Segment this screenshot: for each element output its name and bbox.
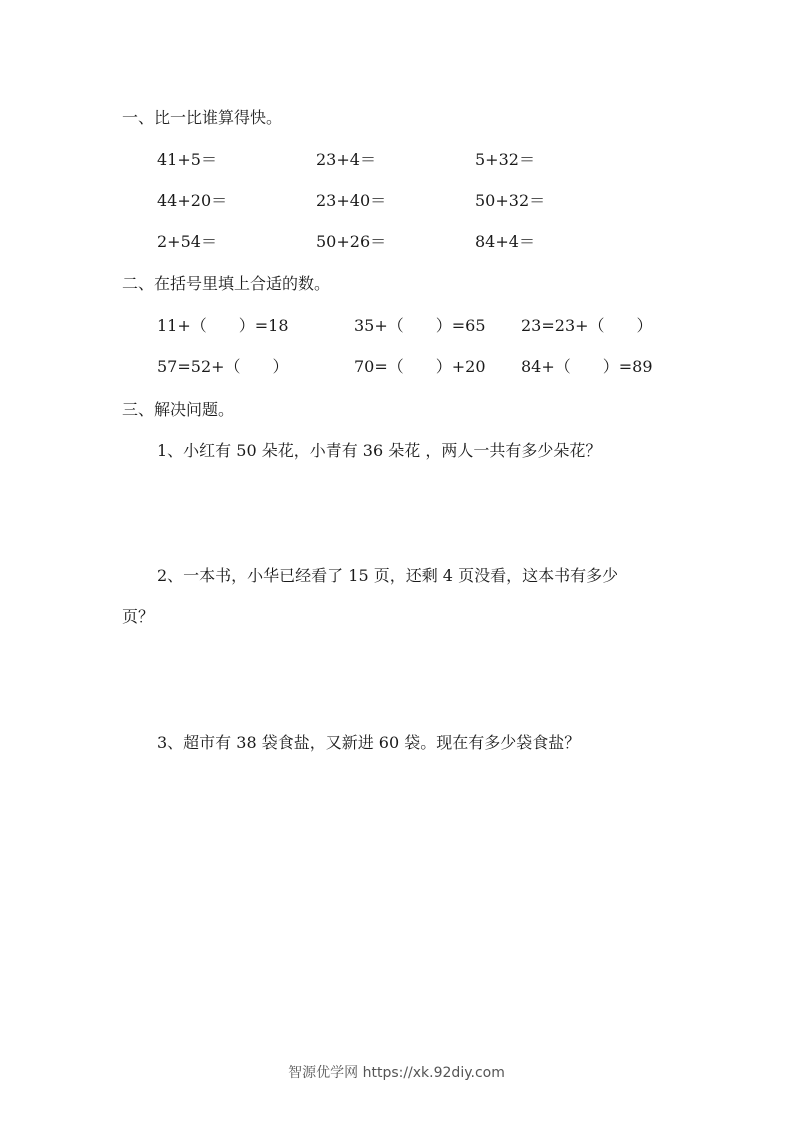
word-problem: 2、一本书，小华已经看了 15 页，还剩 4 页没看，这本书有多少 — [157, 566, 619, 585]
expression: 44+20＝ — [157, 191, 228, 210]
fill-blank-expression: 23=23+（ ） — [521, 316, 653, 335]
fill-blank-expression: 57=52+（ ） — [157, 357, 289, 376]
expression: 50+32＝ — [475, 191, 546, 210]
section-2-title: 二、在括号里填上合适的数。 — [122, 274, 331, 293]
section-3-title: 三、解决问题。 — [122, 400, 235, 419]
expression: 50+26＝ — [316, 232, 387, 251]
fill-blank-expression: 11+（ ）=18 — [157, 316, 289, 335]
expression: 5+32＝ — [475, 150, 535, 169]
word-problem-continuation: 页？ — [122, 607, 155, 626]
fill-blank-expression: 35+（ ）=65 — [354, 316, 486, 335]
section-1-title: 一、比一比谁算得快。 — [122, 108, 283, 127]
word-problem: 1、小红有 50 朵花，小青有 36 朵花 ，两人一共有多少朵花？ — [157, 441, 602, 460]
expression: 2+54＝ — [157, 232, 217, 251]
footer-watermark: 智源优学网 https://xk.92diy.com — [288, 1065, 505, 1081]
fill-blank-expression: 70=（ ）+20 — [354, 357, 486, 376]
expression: 23+4＝ — [316, 150, 376, 169]
expression: 84+4＝ — [475, 232, 535, 251]
expression: 23+40＝ — [316, 191, 387, 210]
expression: 41+5＝ — [157, 150, 217, 169]
word-problem: 3、超市有 38 袋食盐，又新进 60 袋。现在有多少袋食盐？ — [157, 733, 581, 752]
fill-blank-expression: 84+（ ）=89 — [521, 357, 653, 376]
